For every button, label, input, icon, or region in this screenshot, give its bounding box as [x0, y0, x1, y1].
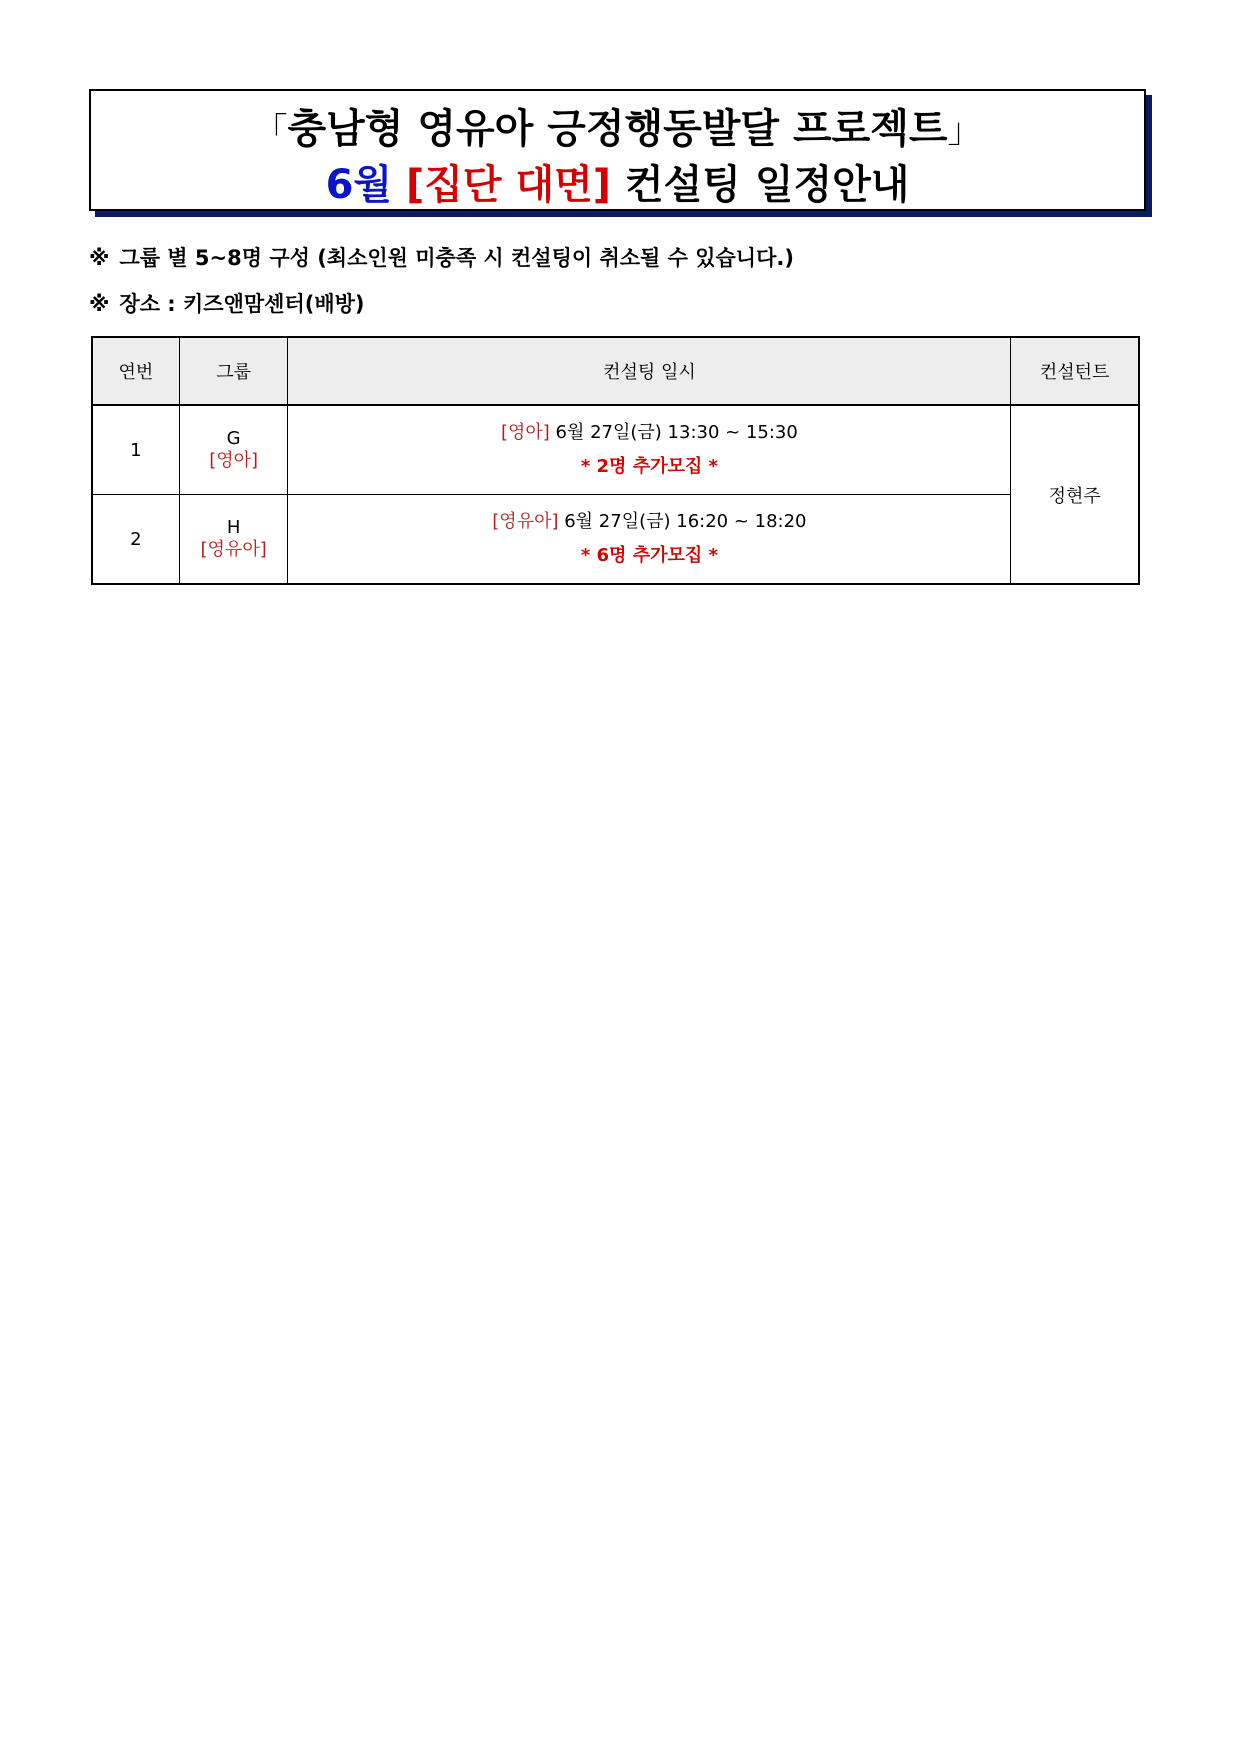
header-no: 연번: [92, 337, 179, 405]
title-box: [89, 89, 1146, 211]
consultant-name: 정현주: [1011, 405, 1139, 584]
group-code: G: [226, 428, 241, 449]
table-row: [92, 495, 1139, 585]
date-tag: [영유아]: [492, 511, 559, 532]
note-location: [89, 288, 365, 318]
title-text: 충남형 영유아 긍정행동발달 프로젝트: [287, 106, 948, 152]
row-no: 1: [92, 405, 179, 495]
group-age: [영유아]: [200, 539, 267, 560]
row-group: [179, 405, 288, 495]
title-line-1: [91, 97, 1144, 154]
date-text: 6월 27일(금) 13:30 ~ 15:30: [555, 422, 798, 443]
date-line: [288, 416, 1010, 450]
table-row: [92, 405, 1139, 495]
header-group: 그룹: [179, 337, 288, 405]
title-subtitle: 컨설팅 일정안내: [625, 162, 910, 208]
date-tag: [영아]: [500, 422, 550, 443]
row-datetime: [288, 405, 1011, 495]
reference-mark: ※: [89, 292, 110, 316]
recruit-notice: * 6명 추가모집 *: [580, 545, 718, 566]
header-consultant: 컨설턴트: [1011, 337, 1139, 405]
schedule-table: [91, 336, 1140, 585]
row-datetime: [288, 495, 1011, 585]
table-header-row: [92, 337, 1139, 405]
note-text: 장소 : 키즈앤맘센터(배방): [119, 292, 365, 316]
title-line-2: [91, 153, 1144, 210]
title-consult-type: [집단 대면]: [406, 162, 612, 208]
reference-mark: ※: [89, 246, 110, 270]
group-code: H: [226, 517, 241, 538]
note-text: 그룹 별 5~8명 구성 (최소인원 미충족 시 컨설팅이 취소될 수 있습니다.): [119, 246, 794, 270]
row-no: 2: [92, 495, 179, 585]
title-bracket-close: 」: [947, 111, 982, 151]
row-group: [179, 495, 288, 585]
recruit-notice: * 2명 추가모집 *: [580, 456, 718, 477]
date-line: [288, 505, 1010, 539]
note-group-size: [89, 242, 794, 272]
title-bracket-open: 「: [253, 111, 288, 151]
title-month: 6월: [325, 162, 393, 208]
date-text: 6월 27일(금) 16:20 ~ 18:20: [564, 511, 807, 532]
group-age: [영아]: [209, 450, 259, 471]
header-datetime: 컨설팅 일시: [288, 337, 1011, 405]
